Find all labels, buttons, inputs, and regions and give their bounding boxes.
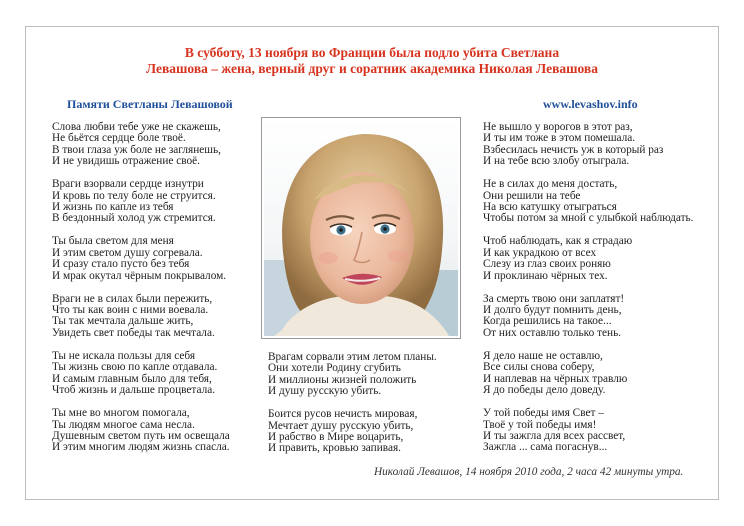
poem-line: Слова любви тебе уже не скажешь, [52, 121, 221, 133]
poem-center-column [268, 352, 437, 466]
poem-line: Они решили на тебе [483, 189, 581, 202]
poem-line: В твои глаза уж боле не заглянешь, [52, 143, 221, 156]
poem-line: И как украдкою от всех [483, 246, 597, 259]
poem-line: Не в силах до меня достать, [483, 178, 618, 191]
poem-line: Увидеть свет победы так мечтала. [52, 326, 215, 339]
portrait-image [264, 120, 458, 336]
left-heading: Памяти Светланы Левашовой [67, 97, 233, 111]
stanza [483, 294, 694, 340]
poem-line: Зажгла ... сама погаснув... [483, 441, 608, 454]
stanza [52, 408, 230, 454]
poem-line: И кровь по телу боле не струится. [52, 189, 216, 202]
poem-line: И самым главным было для тебя, [52, 372, 212, 385]
poem-line: Чтоб жизнь и дальше процветала. [52, 384, 216, 397]
poem-line: Когда решились на такое... [483, 315, 612, 328]
poem-line: Враги взорвали сердце изнутри [52, 178, 204, 191]
stanza [483, 179, 694, 225]
poem-line: И мрак окутал чёрным покрывалом. [52, 269, 227, 282]
signature: Николай Левашов, 14 ноября 2010 года, 2 часа 42 минуты утра. [374, 466, 684, 478]
website-link[interactable]: www.levashov.info [543, 97, 638, 111]
poem-line: От них оставлю только тень. [483, 326, 622, 339]
poem-line: Ты мне во многом помогала, [52, 407, 190, 420]
poem-line: И миллионы жизней положить [268, 373, 417, 386]
poem-line: Ты была светом для меня [52, 235, 174, 248]
poem-line: И душу русскую убить. [268, 385, 382, 398]
stanza [268, 352, 437, 398]
poem-line: Чтоб наблюдать, как я страдаю [483, 235, 633, 248]
poem-line: Что ты как воин с ними воевала. [52, 304, 209, 317]
poem-line: Все силы снова соберу, [483, 361, 595, 374]
poem-line: Они хотели Родину сгубить [268, 362, 401, 375]
poem-line: И рабство в Мире воцарить, [268, 431, 404, 444]
poem-line: За смерть твою они заплатят! [483, 292, 625, 305]
stanza [483, 351, 694, 397]
poem-line: И жизнь по капле из тебя [52, 201, 174, 214]
stanza [268, 409, 437, 455]
poem-line: И не увидишь отражение своё. [52, 155, 200, 168]
poem-line: И наплевав на чёрных травлю [483, 372, 628, 385]
poem-line: И на тебе всю злобу отыграла. [483, 155, 630, 168]
poem-line: И сразу стало пусто без тебя [52, 258, 190, 271]
stanza [52, 179, 230, 225]
poem-line: И ты им тоже в этом помешала. [483, 132, 636, 145]
poem-line: На всю катушку отыграться [483, 201, 617, 214]
poem-line: У той победы имя Свет – [483, 407, 604, 420]
poem-line: И проклинаю чёрных тех. [483, 269, 608, 282]
stanza [52, 351, 230, 397]
poem-right-column [483, 122, 694, 465]
headline-line-1: В субботу, 13 ноября во Франции была подло убита Светлана [184, 45, 560, 60]
poem-line: Ты не искала пользы для себя [52, 349, 196, 362]
poem-line: И ты зажгла для всех рассвет, [483, 429, 626, 442]
poem-line: Мечтает душу русскую убить, [268, 419, 414, 432]
stanza [52, 122, 230, 168]
poem-line: Слезу из глаз своих роняю [483, 258, 611, 271]
stanza [483, 236, 694, 282]
poem-line: Ты людям многое сама несла. [52, 418, 195, 431]
poem-line: И править, кровью запивая. [268, 442, 401, 455]
poem-line: Твоё у той победы имя! [483, 418, 597, 431]
stanza [52, 294, 230, 340]
poem-line: Взбесилась нечисть уж в который раз [483, 143, 664, 156]
poem-line: В бездонный холод уж стремится. [52, 212, 216, 225]
headline-line-2: Левашова – жена, верный друг и соратник академика Николая Левашова [146, 61, 598, 76]
poem-left-column [52, 122, 230, 465]
poem-line: Враги не в силах были пережить, [52, 292, 213, 305]
poem-line: Я дело наше не оставлю, [483, 349, 603, 362]
poem-line: Врагам сорвали этим летом планы. [268, 351, 437, 363]
poem-line: Не бьётся сердце боле твоё. [52, 132, 186, 145]
poem-line: Чтобы потом за мной с улыбкой наблюдать. [483, 212, 694, 225]
poem-line: Боится русов нечисть мировая, [268, 408, 418, 421]
poem-line: Ты жизнь свою по капле отдавала. [52, 361, 218, 374]
portrait-photo [261, 117, 461, 339]
poem-line: И этим многим людям жизнь спасла. [52, 441, 230, 454]
stanza [483, 408, 694, 454]
headline [25, 45, 719, 77]
stanza [483, 122, 694, 168]
poem-line: Не вышло у ворогов в этот раз, [483, 121, 633, 133]
poem-line: Ты так мечтала дальше жить, [52, 315, 194, 328]
poem-line: Я до победы дело доведу. [483, 384, 606, 397]
poem-line: Душевным светом путь им освещала [52, 429, 230, 442]
poem-line: И этим светом душу согревала. [52, 246, 203, 259]
stanza [52, 236, 230, 282]
poem-line: И долго будут помнить день, [483, 304, 622, 317]
